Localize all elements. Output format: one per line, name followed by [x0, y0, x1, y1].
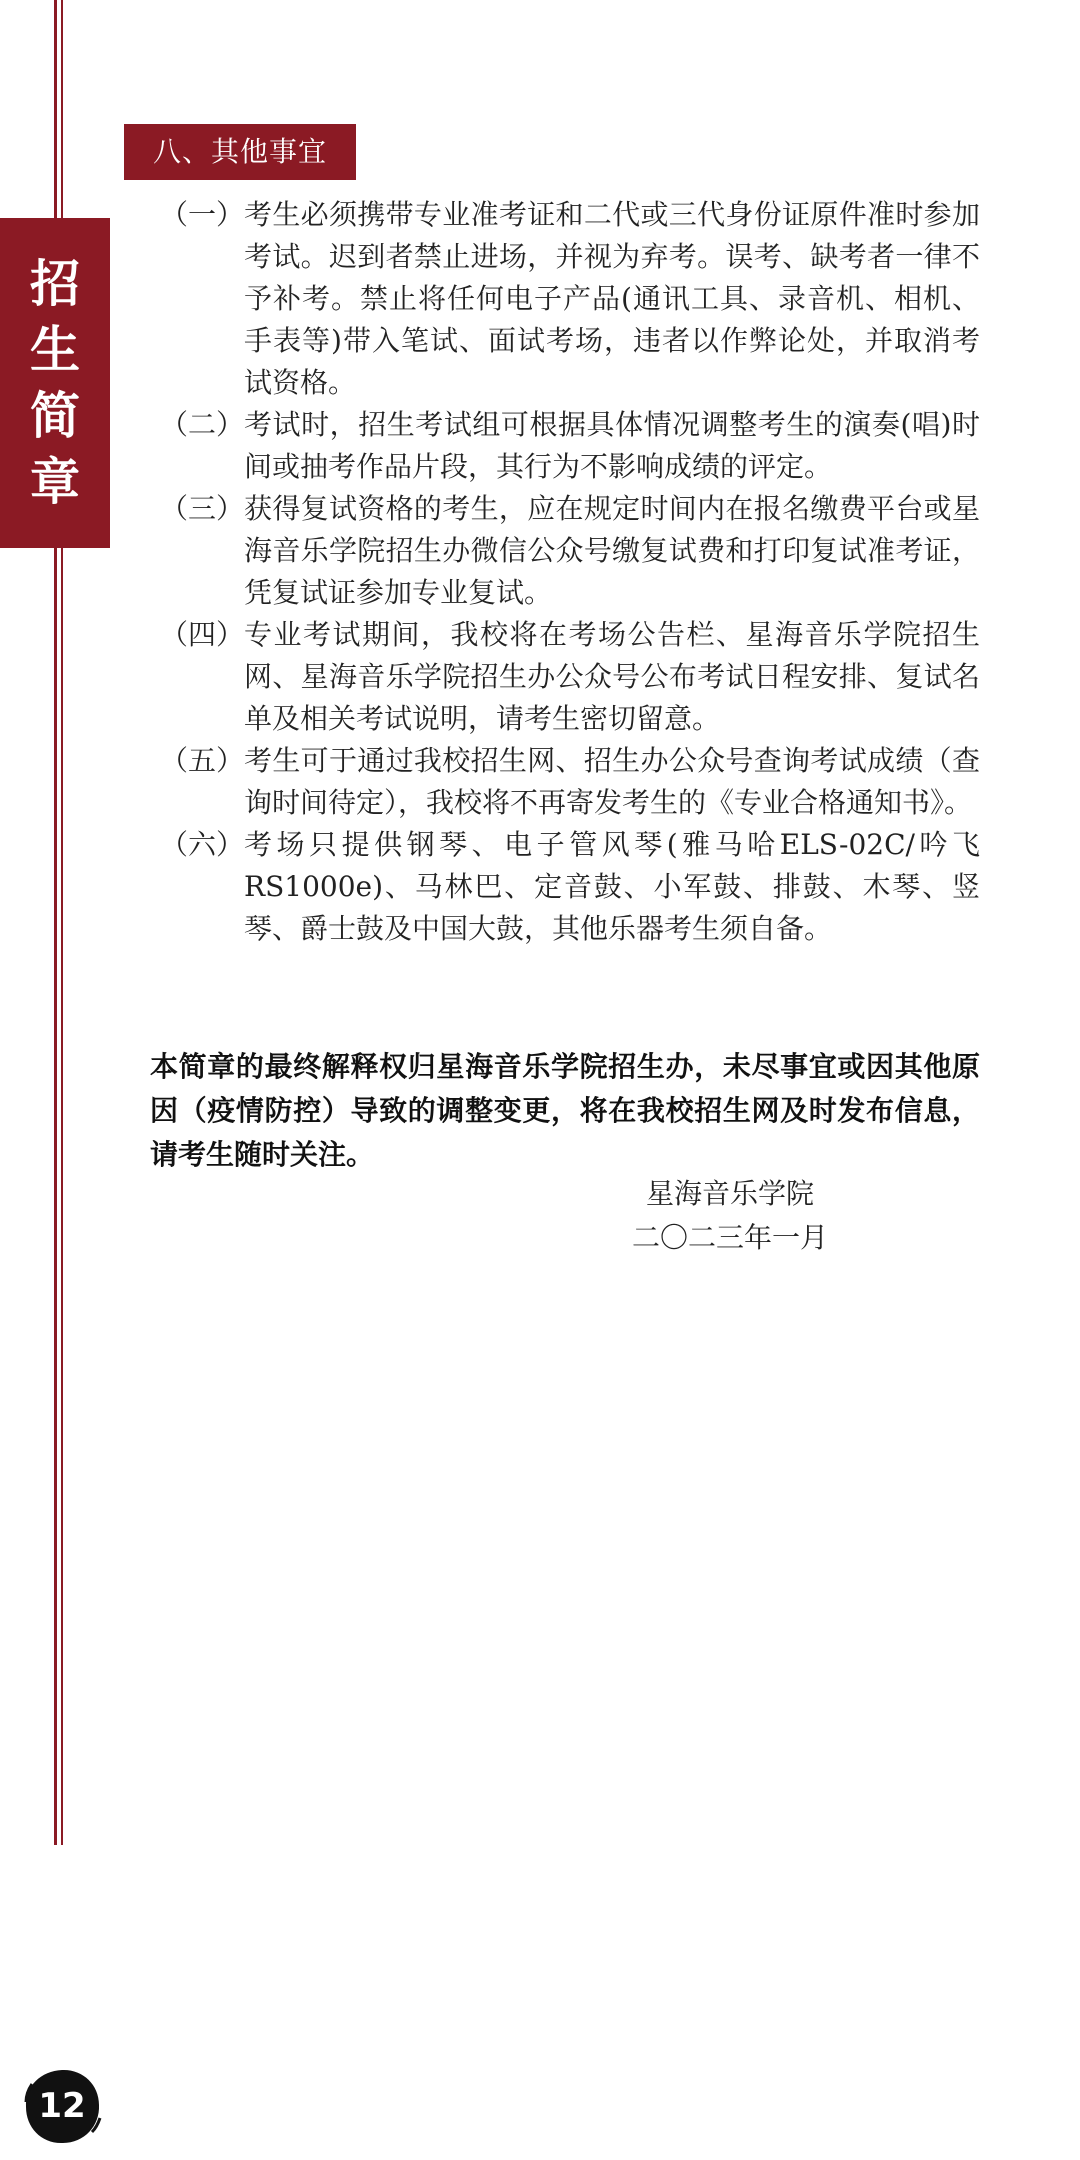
item-number: （六） [160, 828, 245, 861]
list-item [160, 824, 980, 950]
list-item [160, 488, 980, 614]
list-item [160, 614, 980, 740]
side-tab-char: 章 [30, 452, 80, 511]
item-number: （四） [160, 618, 245, 651]
item-text: 考试时，招生考试组可根据具体情况调整考生的演奏(唱)时间或抽考作品片段，其行为不影响成绩的评定。 [244, 408, 980, 483]
section-title: 八、其他事宜 [124, 124, 356, 180]
item-number: （二） [160, 408, 245, 441]
item-number: （五） [160, 744, 245, 777]
item-text: 考生可于通过我校招生网、招生办公众号查询考试成绩（查询时间待定），我校将不再寄发考生的《专业合格通知书》。 [244, 744, 980, 819]
signature-block [600, 1172, 860, 1260]
rules-list [160, 194, 980, 950]
list-item [160, 194, 980, 404]
page-number-badge [22, 2066, 102, 2146]
page-number: 12 [38, 2086, 86, 2126]
signature-org: 星海音乐学院 [645, 1177, 814, 1210]
side-tab-brochure [0, 218, 110, 548]
item-text: 考生必须携带专业准考证和二代或三代身份证原件准时参加考试。迟到者禁止进场，并视为弃考。误考、缺考者一律不予补考。禁止将任何电子产品(通讯工具、录音机、相机、手表等)带入笔试、面试考场，违者以作弊论处，并取消考试资格。 [244, 198, 980, 399]
item-text: 考场只提供钢琴、电子管风琴(雅马哈ELS-02C/吟飞RS1000e)、马林巴、定音鼓、小军鼓、排鼓、木琴、竖琴、爵士鼓及中国大鼓，其他乐器考生须自备。 [244, 828, 980, 945]
item-number: （三） [160, 492, 245, 525]
signature-date: 二〇二三年一月 [631, 1221, 828, 1254]
item-text: 专业考试期间，我校将在考场公告栏、星海音乐学院招生网、星海音乐学院招生办公众号公布考试日程安排、复试名单及相关考试说明，请考生密切留意。 [244, 618, 980, 735]
side-tab-char: 简 [30, 386, 80, 445]
closing-statement: 本简章的最终解释权归星海音乐学院招生办，未尽事宜或因其他原因（疫情防控）导致的调整变更，将在我校招生网及时发布信息，请考生随时关注。 [150, 1050, 980, 1171]
item-number: （一） [160, 198, 245, 231]
item-text: 获得复试资格的考生，应在规定时间内在报名缴费平台或星海音乐学院招生办微信公众号缴复试费和打印复试准考证，凭复试证参加专业复试。 [244, 492, 980, 609]
list-item [160, 404, 980, 488]
side-tab-char: 招 [30, 254, 80, 313]
list-item [160, 740, 980, 824]
side-tab-char: 生 [30, 320, 80, 379]
